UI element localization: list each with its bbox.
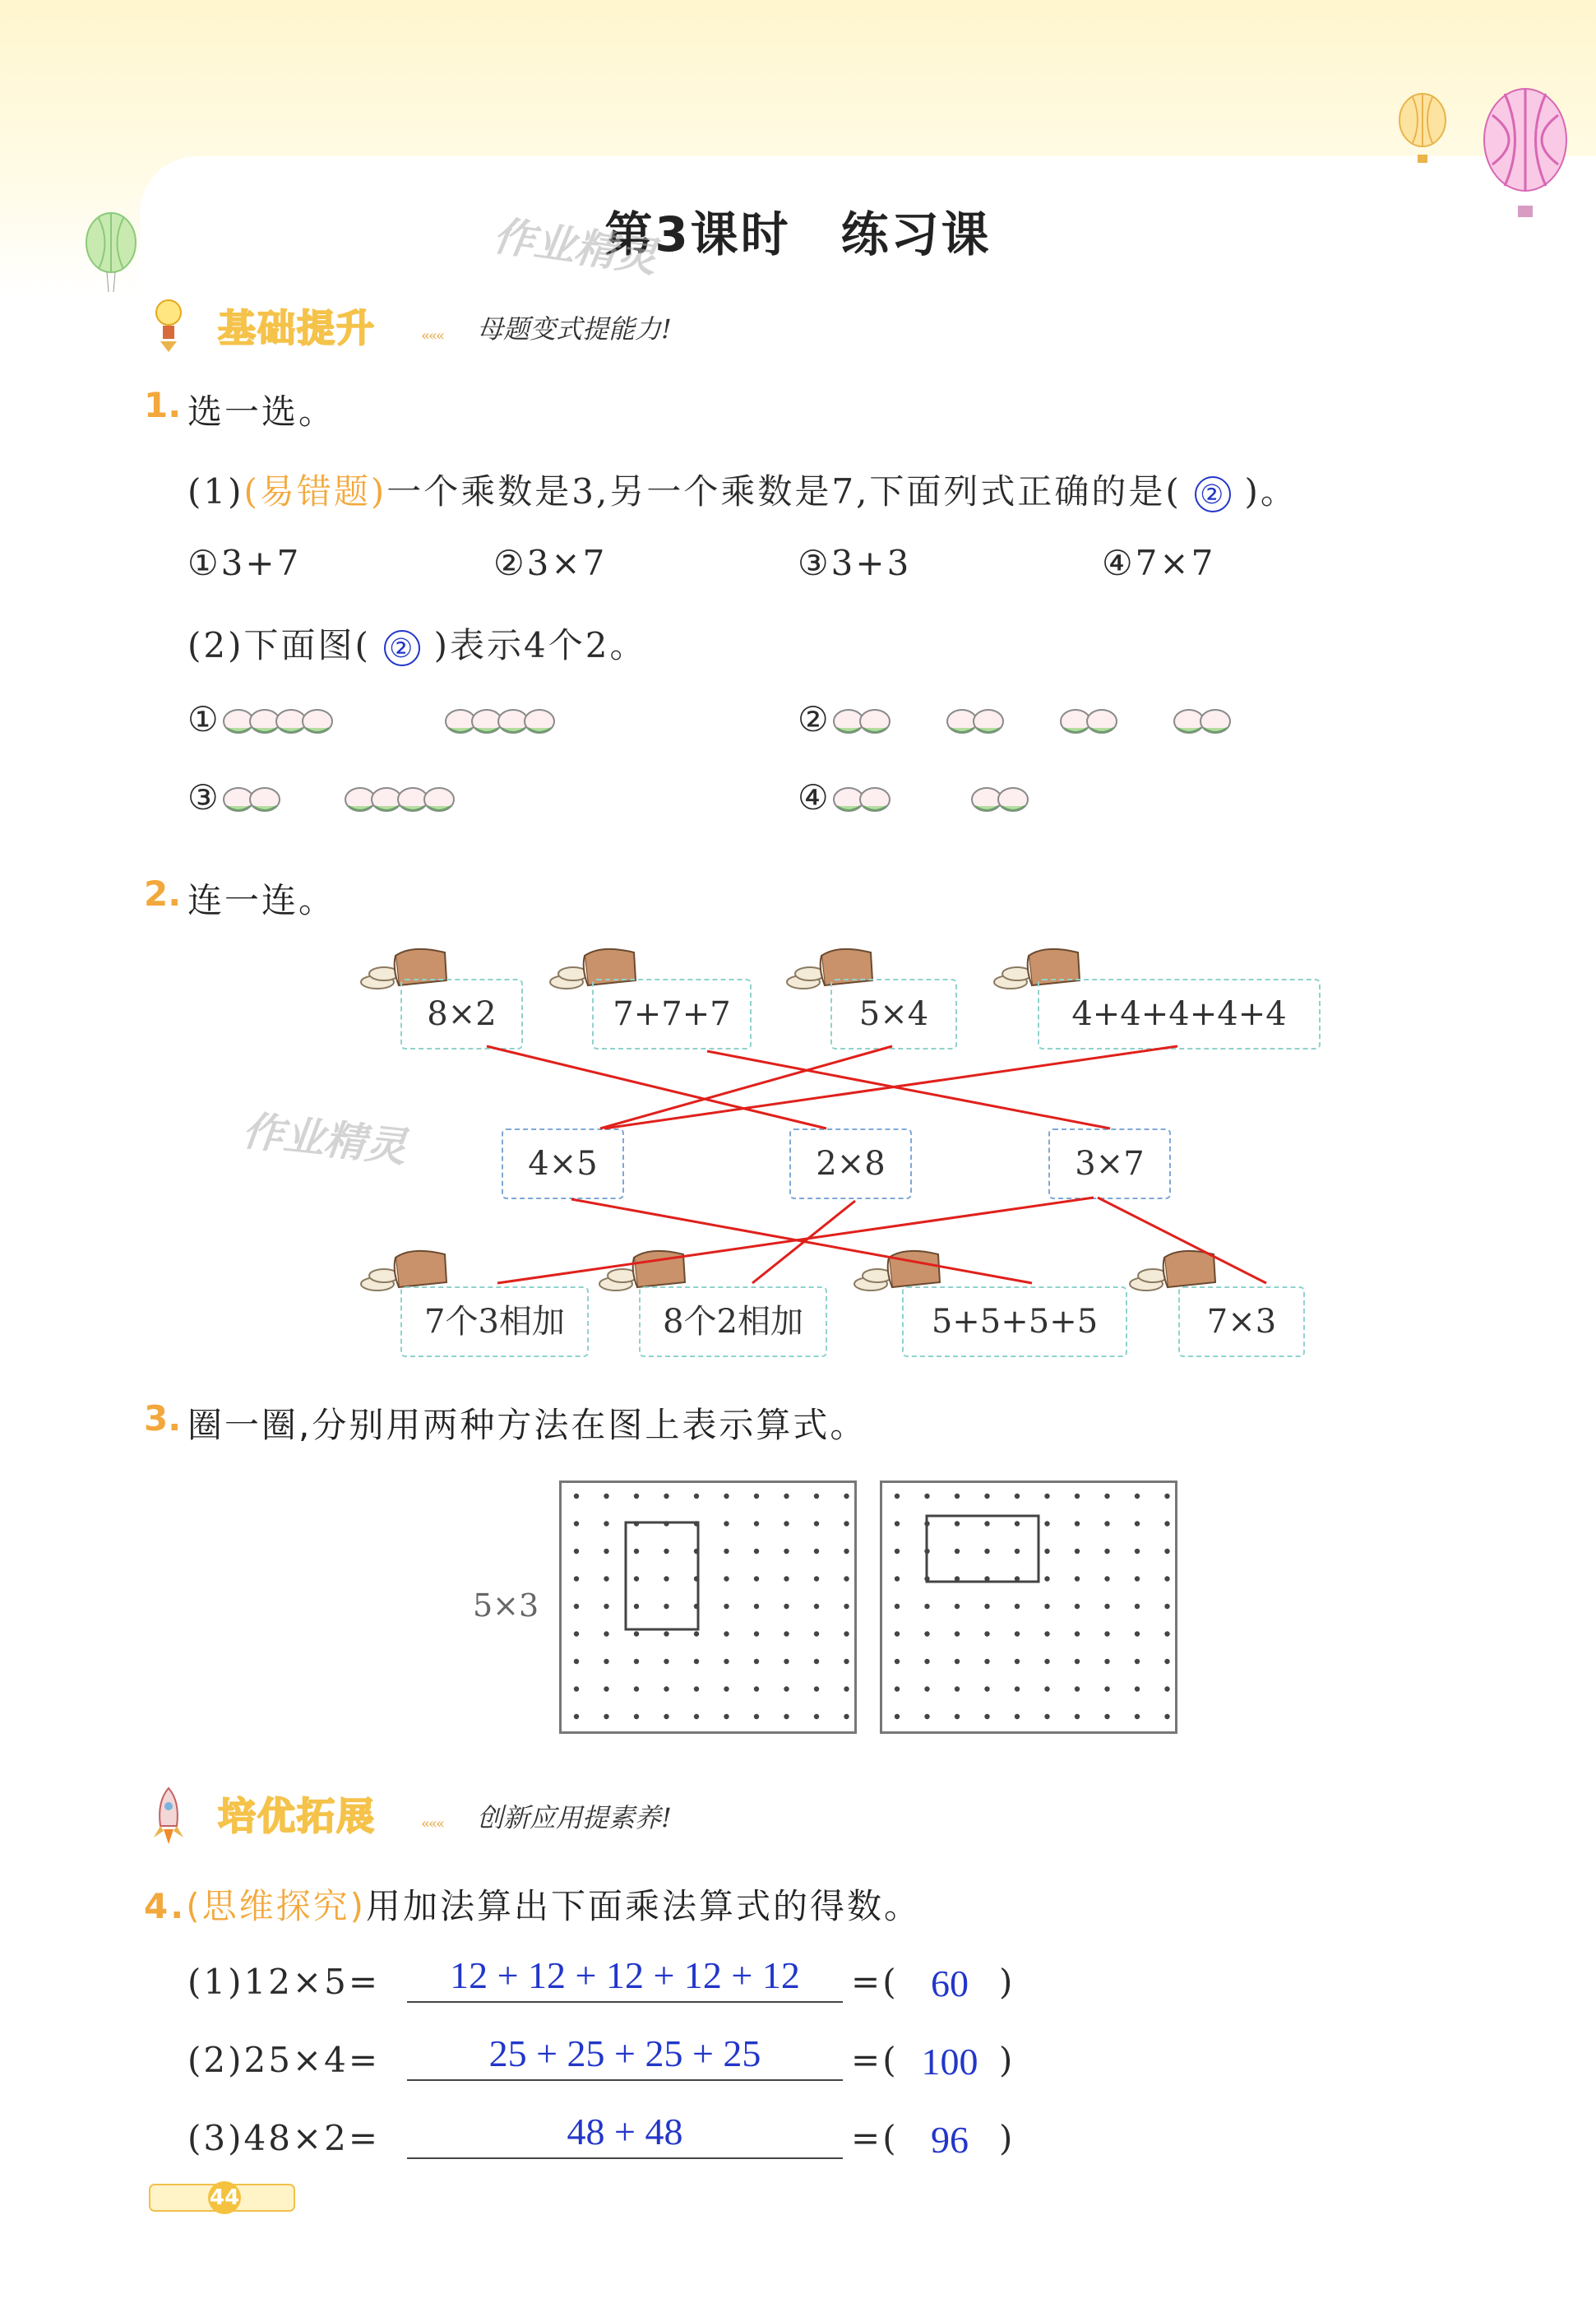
section-title: 培优拓展 — [218, 1794, 376, 1838]
match-box-top: 4+4+4+4+4 — [1038, 979, 1321, 1050]
equals-paren: =( — [851, 2040, 899, 2080]
option-3: ③3+3 — [798, 543, 912, 583]
match-box-top: 7+7+7 — [592, 979, 752, 1050]
match-box-middle: 2×8 — [789, 1128, 912, 1199]
option-1: ①3+7 — [187, 543, 302, 583]
peach-illustrations — [222, 695, 1291, 827]
work-answer: 25 + 25 + 25 + 25 — [407, 2032, 843, 2081]
page-number: 44 — [209, 2185, 240, 2210]
match-box-top: 8×2 — [400, 979, 523, 1050]
answer-mark: ② — [384, 630, 420, 666]
match-box-bottom: 7个3相加 — [400, 1286, 589, 1357]
section-subtitle: 创新应用提素养! — [477, 1802, 672, 1833]
option-2: ②3×7 — [493, 543, 608, 583]
part-prefix: (1) — [187, 471, 244, 512]
watermark: 作业精灵 — [240, 1106, 409, 1172]
close-paren: ) — [999, 2118, 1015, 2158]
balloon-icon — [1390, 90, 1455, 173]
q1-part1 — [187, 465, 1298, 514]
option-4: ④7×7 — [1102, 543, 1216, 583]
work-answer: 12 + 12 + 12 + 12 + 12 — [407, 1953, 843, 2003]
thinking-tag: (思维探究) — [186, 1886, 366, 1926]
part-end: )表示4个2。 — [433, 625, 647, 665]
dot-grid — [562, 1483, 854, 1731]
rocket-icon — [152, 1785, 185, 1851]
page-number-badge — [148, 2180, 296, 2216]
q4-row-label: (3)48×2= — [187, 2118, 381, 2158]
question-number: 3. — [144, 1398, 182, 1439]
section-title: 基础提升 — [218, 306, 376, 350]
result-answer: 96 — [931, 2119, 969, 2161]
lightbulb-icon — [152, 296, 185, 354]
question-text: 连一连。 — [187, 880, 336, 920]
question-text: 用加法算出下面乘法算式的得数。 — [365, 1886, 921, 1926]
section-subtitle: 母题变式提能力! — [477, 313, 672, 345]
part-prefix: (2)下面图( — [187, 625, 371, 665]
dot-grid — [882, 1483, 1175, 1731]
match-box-bottom: 7×3 — [1178, 1286, 1305, 1357]
equals-paren: =( — [851, 2118, 899, 2158]
option-1-label: ① — [187, 699, 221, 739]
work-answer: 48 + 48 — [407, 2110, 843, 2159]
result-answer: 60 — [931, 1962, 969, 2004]
q4-row-label: (1)12×5= — [187, 1962, 381, 2002]
q4-header — [144, 1879, 921, 1929]
result-answer: 100 — [921, 2041, 978, 2083]
decorative-dots: ««« — [421, 1815, 444, 1833]
error-prone-tag: (易错题) — [243, 471, 387, 512]
match-box-top: 5×4 — [830, 979, 957, 1050]
question-text: 选一选。 — [187, 392, 336, 432]
part-text: 一个乘数是3,另一个乘数是7,下面列式正确的是( — [386, 471, 1182, 512]
question-number: 2. — [144, 873, 182, 914]
option-3-label: ③ — [187, 777, 221, 818]
match-box-middle: 3×7 — [1048, 1128, 1171, 1199]
question-text: 圈一圈,分别用两种方法在图上表示算式。 — [187, 1405, 867, 1445]
match-box-bottom: 5+5+5+5 — [902, 1286, 1127, 1357]
question-number: 4. — [144, 1886, 187, 1926]
close-paren: ) — [999, 2040, 1015, 2080]
expression-label: 5×3 — [473, 1587, 539, 1624]
match-box-middle: 4×5 — [502, 1128, 624, 1199]
dot-grid-right — [880, 1480, 1177, 1734]
dot-grid-left — [559, 1480, 857, 1734]
watermark: 作业精灵 — [490, 211, 660, 282]
option-4-label: ④ — [798, 777, 831, 818]
decorative-dots: ««« — [421, 327, 444, 345]
close-paren: ) — [999, 1962, 1015, 2002]
q4-row-label: (2)25×4= — [187, 2040, 381, 2080]
match-box-bottom: 8个2相加 — [639, 1286, 827, 1357]
option-2-label: ② — [798, 699, 831, 739]
answer-mark: ② — [1195, 476, 1231, 512]
part-end: )。 — [1244, 471, 1298, 512]
page-title: 第3课时 练习课 — [604, 206, 992, 262]
question-number: 1. — [144, 385, 182, 425]
equals-paren: =( — [851, 1962, 899, 2002]
q1-part2 — [187, 619, 646, 668]
